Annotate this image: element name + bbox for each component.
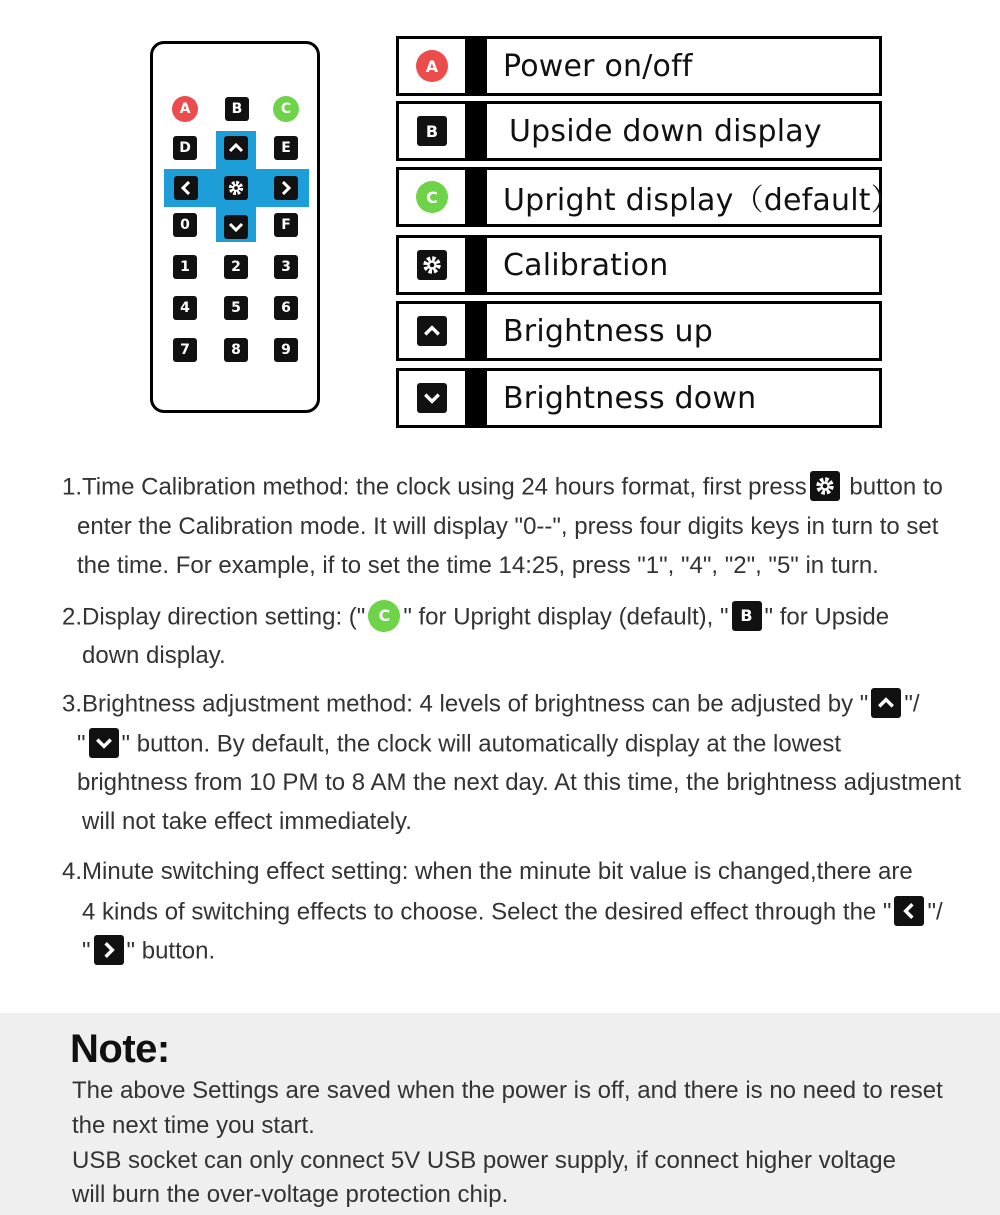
square-b-icon: B [417,116,447,146]
remote-key-up[interactable] [224,136,248,160]
remote-control-illustration [150,41,320,413]
legend-label: Brightness up [503,313,713,349]
gear-icon [417,250,447,280]
remote-key-right[interactable] [274,176,298,200]
remote-key-0[interactable]: 0 [173,213,197,237]
legend-label: Power on/off [503,48,693,84]
remote-key-d[interactable]: D [173,136,197,160]
square-b-icon: B [732,601,762,631]
remote-key-2[interactable]: 2 [224,255,248,279]
note-line: will burn the over-voltage protection chip. [72,1181,509,1208]
remote-key-3[interactable]: 3 [274,255,298,279]
remote-key-e[interactable]: E [274,136,298,160]
legend-row-upright [396,167,901,227]
legend-label: Upright display（default） [503,183,901,218]
chevron-left-icon [894,896,924,926]
gear-icon [227,179,245,197]
remote-key-1[interactable]: 1 [173,255,197,279]
remote-key-6[interactable]: 6 [274,296,298,320]
gear-icon [810,471,840,501]
note-line: USB socket can only connect 5V USB power supply, if connect higher voltage [72,1147,897,1174]
circle-green-c-icon: C [416,181,448,213]
chevron-up-icon [417,316,447,346]
legend-row-calibration [396,235,882,295]
chevron-right-icon [94,935,124,965]
legend-label: Upside down display [509,113,822,149]
circle-green-c-icon: C [368,600,400,632]
remote-key-f[interactable]: F [274,213,298,237]
note-title: Note: [70,1027,170,1071]
chevron-down-icon [89,728,119,758]
legend-row-power [396,36,882,96]
chevron-down-icon [228,219,244,235]
chevron-up-icon [871,688,901,718]
legend-row-brightness-down [396,368,882,428]
chevron-right-icon [278,180,294,196]
remote-key-5[interactable]: 5 [224,296,248,320]
note-line: The above Settings are saved when the power is off, and there is no need to reset [72,1077,943,1104]
remote-key-gear[interactable] [224,176,248,200]
chevron-down-icon [417,383,447,413]
note-panel [0,1013,1000,1215]
chevron-up-icon [228,140,244,156]
remote-key-left[interactable] [174,176,198,200]
remote-key-7[interactable]: 7 [173,338,197,362]
remote-key-8[interactable]: 8 [224,338,248,362]
legend-row-brightness-up [396,301,882,361]
remote-key-c[interactable]: C [273,96,299,122]
remote-key-9[interactable]: 9 [274,338,298,362]
circle-red-a-icon: A [416,50,448,82]
remote-key-a[interactable]: A [172,96,198,122]
legend-label: Brightness down [503,380,757,416]
remote-key-down[interactable] [224,215,248,239]
chevron-left-icon [178,180,194,196]
remote-key-4[interactable]: 4 [173,296,197,320]
remote-key-b[interactable]: B [225,97,249,121]
legend-label: Calibration [503,247,669,283]
note-line: the next time you start. [72,1112,315,1139]
legend-row-upside-down [396,101,882,161]
